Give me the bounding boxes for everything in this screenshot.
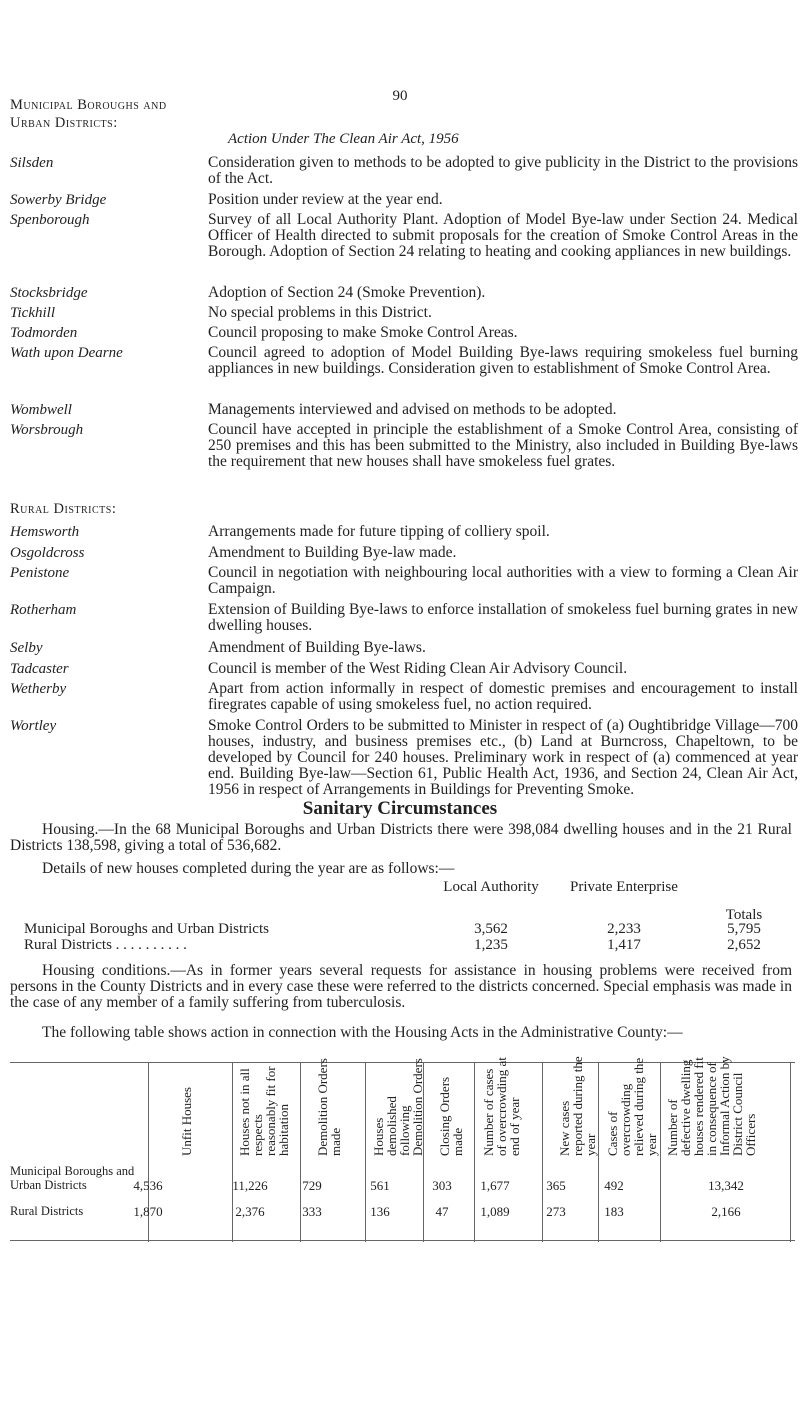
place-name: Wortley: [10, 718, 57, 734]
cell-value: 5,795: [727, 921, 761, 937]
cell-value: 492: [604, 1178, 624, 1193]
column-header: Demolition Orders made: [315, 1058, 343, 1156]
cell-value: 2,652: [727, 937, 761, 953]
column-header: Unfit Houses: [179, 1087, 194, 1156]
entry-text: No special problems in this District.: [208, 304, 432, 321]
place-name: Worsbrough: [10, 422, 84, 438]
place-name: Wombwell: [10, 402, 72, 418]
place-name: Hemsworth: [10, 524, 80, 540]
column-header: Number of defective dwelling houses rendered fit in consequence of Informal Action by District Council Officers: [665, 1056, 758, 1156]
column-header-private: Private Enterprise: [570, 879, 678, 895]
column-divider: [660, 1062, 661, 1242]
entry-text: Council proposing to make Smoke Control Areas.: [208, 324, 518, 341]
cell-value: 2,233: [607, 921, 641, 937]
housing-paragraph: Housing.—In the 68 Municipal Boroughs and Urban Districts there were 398,084 dwelling houses and in the 21 Rural Districts 138,598, giving a total of 536,682.: [10, 821, 792, 854]
place-name: Tickhill: [10, 305, 55, 321]
entry-text: Consideration given to methods to be adopted to give publicity in the District to the provisions of the Act.: [208, 154, 798, 187]
place-name: Stocksbridge: [10, 285, 88, 301]
details-line: Details of new houses completed during the year are as follows:—: [42, 860, 455, 877]
column-header: Houses demolished following Demolition Orders: [371, 1058, 425, 1156]
new-houses-table: [24, 879, 794, 953]
entry-text: Survey of all Local Authority Plant. Adoption of Model Bye-law under Section 24. Medical Officer of Health directed to submit proposals for the creation of Smoke Control Areas in the Borough. Adoption of Section 24 relating to heating and cooking appliances in new buildings.: [208, 211, 798, 260]
cell-value: 365: [546, 1178, 566, 1193]
entry-text: Amendment of Building Bye-laws.: [208, 639, 426, 656]
row-label: Municipal Boroughs and Urban Districts: [10, 1164, 135, 1192]
place-name: Rotherham: [10, 602, 77, 618]
cell-value: 729: [302, 1178, 322, 1193]
cell-value: 11,226: [232, 1178, 268, 1193]
cell-value: 1,677: [480, 1178, 510, 1193]
entry-text: Arrangements made for future tipping of colliery spoil.: [208, 523, 550, 540]
column-header: Closing Orders made: [437, 1076, 465, 1156]
column-header: Number of cases of overcrowding at end of year: [481, 1057, 522, 1156]
cell-value: 333: [302, 1204, 322, 1219]
entry-text: Amendment to Building Bye-law made.: [208, 544, 457, 561]
cell-value: 1,235: [474, 937, 508, 953]
table-intro: The following table shows action in connection with the Housing Acts in the Administrative County:—: [42, 1024, 683, 1041]
row-label: Municipal Boroughs and Urban Districts: [24, 921, 269, 937]
place-name: Sowerby Bridge: [10, 192, 107, 208]
cell-value: 13,342: [708, 1178, 744, 1193]
cell-value: 2,376: [235, 1204, 265, 1219]
column-header: New cases reported during the year: [557, 1056, 598, 1156]
entry-text: Extension of Building Bye-laws to enforce installation of smokeless fuel burning grates in new dwelling houses.: [208, 601, 798, 634]
place-name: Wetherby: [10, 681, 67, 697]
entry-text: Managements interviewed and advised on methods to be adopted.: [208, 401, 617, 418]
place-name: Osgoldcross: [10, 545, 85, 561]
entry-text: Council is member of the West Riding Clean Air Advisory Council.: [208, 660, 628, 677]
cell-value: 2,166: [711, 1204, 741, 1219]
entry-text: Adoption of Section 24 (Smoke Prevention).: [208, 284, 486, 301]
rural-heading: Rural Districts:: [10, 501, 117, 517]
row-label: Rural Districts . . . . . . . . . .: [24, 937, 187, 953]
place-name: Selby: [10, 640, 43, 656]
place-name: Wath upon Dearne: [10, 345, 123, 361]
cell-value: 561: [370, 1178, 390, 1193]
place-name: Penistone: [10, 565, 70, 581]
entry-text: Council in negotiation with neighbouring local authorities with a view to forming a Clean Air Campaign.: [208, 564, 798, 597]
page-number: 90: [392, 88, 408, 104]
sanitary-heading: Sanitary Circumstances: [302, 798, 498, 819]
housing-acts-table: [10, 1056, 795, 1242]
cell-value: 4,536: [133, 1178, 163, 1193]
column-header-local: Local Authority: [443, 879, 539, 895]
place-name: Tadcaster: [10, 661, 69, 677]
place-name: Todmorden: [10, 325, 78, 341]
entry-text: Apart from action informally in respect of domestic premises and encouragement to install firegrates capable of using smokeless fuel, no action required.: [208, 680, 798, 713]
municipal-heading: Municipal Boroughs and Urban Districts:: [10, 97, 167, 131]
entry-text: Position under review at the year end.: [208, 191, 443, 208]
cell-value: 303: [432, 1178, 452, 1193]
action-title: Action Under The Clean Air Act, 1956: [228, 131, 459, 147]
cell-value: 273: [546, 1204, 566, 1219]
entry-text: Smoke Control Orders to be submitted to Minister in respect of (a) Oughtibridge Village—700 houses, industry, and business premises etc., (b) Land at Burncross, Chapeltown, to be developed by Council for 240 houses. Preliminary work in respect of (a) commenced at year end. Building Bye-law—Section 61, Public Health Act, 1936, and Section 24, Clean Air Act, 1956 in respect of Arrangements in Buildings for Preventing Smoke.: [208, 717, 798, 798]
cell-value: 1,417: [607, 937, 641, 953]
column-header: Houses not in all respects reasonably fit for habitation: [237, 1066, 291, 1156]
cell-value: 47: [435, 1204, 449, 1219]
cell-value: 1,870: [133, 1204, 163, 1219]
row-label: Rural Districts: [10, 1204, 84, 1218]
table-rule: [10, 1240, 795, 1241]
column-header-totals: Totals: [725, 907, 763, 923]
entry-text: Council agreed to adoption of Model Building Bye-laws requiring smokeless fuel burning appliances in new buildings. Consideration given to establishment of Smoke Control Area.: [208, 344, 798, 377]
entry-text: Council have accepted in principle the establishment of a Smoke Control Area, consisting of 250 premises and this has been submitted to the Ministry, also included in Building Bye-laws the requirement that new houses shall have smokeless fuel grates.: [208, 421, 798, 470]
column-divider: [790, 1062, 791, 1242]
column-header: Cases of overcrowding relieved during the year: [605, 1057, 659, 1156]
place-name: Silsden: [10, 155, 54, 171]
cell-value: 183: [604, 1204, 624, 1219]
cell-value: 3,562: [474, 921, 508, 937]
place-name: Spenborough: [10, 212, 90, 228]
cell-value: 136: [370, 1204, 390, 1219]
cell-value: 1,089: [480, 1204, 510, 1219]
housing-conditions-paragraph: Housing conditions.—As in former years several requests for assistance in housing problems were received from persons in the County Districts and in every case these were referred to the districts concerned. Special emphasis was made in the case of any member of a family suffering from tuberculosis.: [10, 962, 792, 1011]
